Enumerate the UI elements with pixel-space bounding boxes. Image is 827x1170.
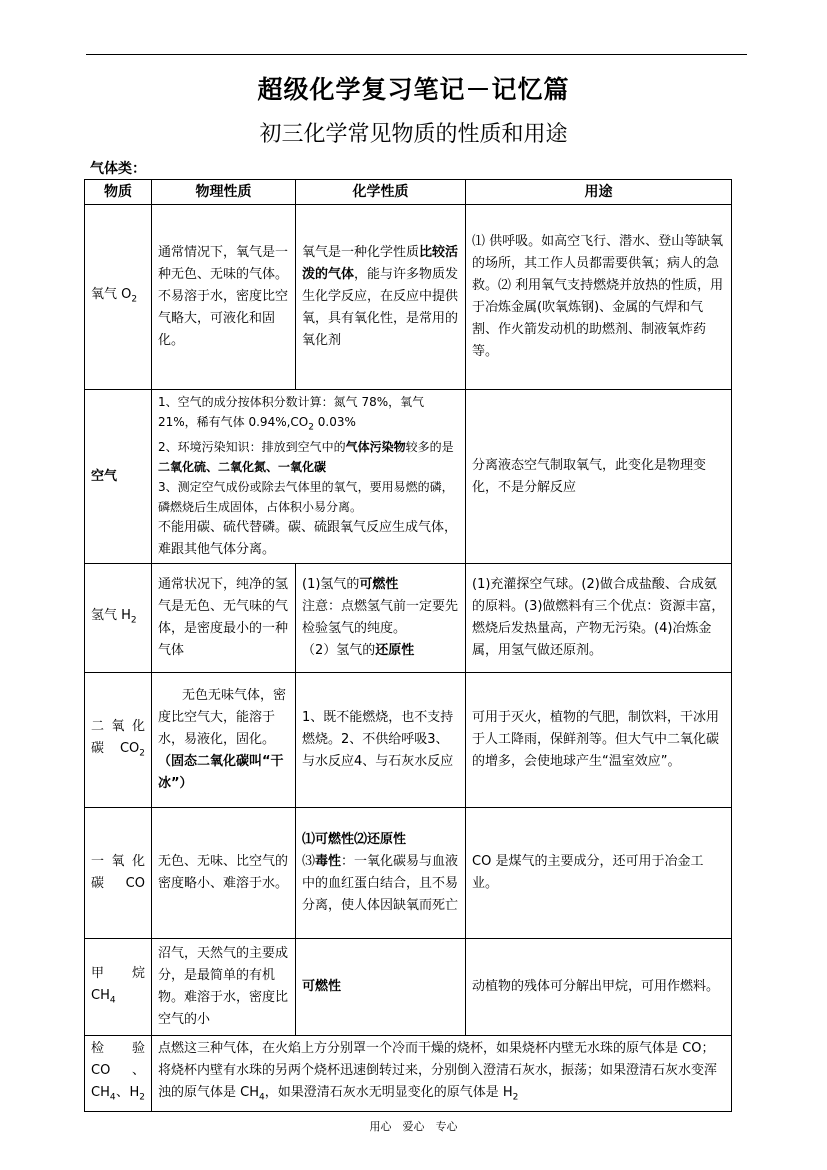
physical-property: 无色、无味、比空气的密度略小、难溶于水。 — [152, 808, 296, 939]
use-text: 动植物的残体可分解出甲烷，可用作燃料。 — [466, 939, 732, 1036]
substance-name: 检 验 CO 、$CH_4$、$H_2$ — [85, 1036, 152, 1112]
table-header-row — [85, 180, 732, 205]
table-row — [85, 808, 732, 939]
use-text: ⑴ 供呼吸。如高空飞行、潜水、登山等缺氧的场所，其工作人员都需要供氧；病人的急救。⑵ 利用氧气支持燃烧并放热的性质，用于冶炼金属(吹氧炼钢)、金属的气焊和气割、作火箭发动机的助燃剂、制液氧炸药等。 — [466, 205, 732, 390]
physical-property: 通常情况下，氧气是一种无色、无味的气体。不易溶于水，密度比空气略大，可液化和固化。 — [152, 205, 296, 390]
substance-name: 一 氧 化碳 CO — [85, 808, 152, 939]
chemical-property: (1)氢气的可燃性 注意：点燃氢气前一定要先检验氢气的纯度。 （2）氢气的还原性 — [296, 564, 466, 673]
substance-name: 二 氧 化碳 $CO_2$ — [85, 673, 152, 808]
header-chemical: 化学性质 — [296, 180, 466, 205]
table-row — [85, 564, 732, 673]
chemical-property: 1、既不能燃烧，也不支持燃烧。2、不供给呼吸3、与水反应4、与石灰水反应 — [296, 673, 466, 808]
page-footer: 用心 爱心 专心 — [369, 1120, 458, 1133]
chemical-property: 可燃性 — [296, 939, 466, 1036]
use-text: CO 是煤气的主要成分，还可用于冶金工业。 — [466, 808, 732, 939]
table-row — [85, 1036, 732, 1112]
table-row — [85, 673, 732, 808]
substance-name: 空气 — [85, 390, 152, 564]
table-row — [85, 939, 732, 1036]
page-title: 超级化学复习笔记－记忆篇 — [257, 75, 570, 104]
use-text: 可用于灭火，植物的气肥，制饮料，干冰用于人工降雨，保鲜剂等。但大气中二氧化碳的增多，会使地球产生“温室效应”。 — [466, 673, 732, 808]
air-properties: 1、空气的成分按体积分数计算：氮气 78%，氧气 21%，稀有气体 $0.94\%,CO_2$ 0.03% 2、环境污染知识：排放到空气中的气体污染物较多的是二氧化硫、二氧化氮、一氧化碳 3、测定空气成份或除去气体里的氧气，要用易燃的磷，磷燃烧后生成固体，占体积小易分离。 不能用碳、硫代替磷。碳、硫跟氧气反应生成气体，难跟其他气体分离。 — [152, 390, 466, 564]
page-subtitle: 初三化学常见物质的性质和用途 — [259, 122, 568, 147]
table-row — [85, 390, 732, 564]
header-rule — [86, 54, 747, 55]
physical-property: 无色无味气体，密度比空气大，能溶于水，易液化，固化。（固态二氧化碳叫“干冰”） — [152, 673, 296, 808]
use-text: 分离液态空气制取氧气，此变化是物理变化，不是分解反应 — [466, 390, 732, 564]
substance-name: 甲 烷 $CH_4$ — [85, 939, 152, 1036]
physical-property: 沼气，天然气的主要成分，是最简单的有机物。难溶于水，密度比空气的小 — [152, 939, 296, 1036]
chemical-property: 氧气是一种化学性质比较活泼的气体，能与许多物质发生化学反应，在反应中提供氧，具有氧化性，是常用的氧化剂 — [296, 205, 466, 390]
section-label: 气体类： — [90, 161, 146, 177]
substance-name: 氧气 $O_2$ — [85, 205, 152, 390]
chemical-property: ⑴可燃性⑵还原性 ⑶毒性：一氧化碳易与血液中的血红蛋白结合，且不易分离，使人体因缺氧而死亡 — [296, 808, 466, 939]
header-use: 用途 — [466, 180, 732, 205]
table-row — [85, 205, 732, 390]
use-text: (1)充灌探空气球。(2)做合成盐酸、合成氨的原料。(3)做燃料有三个优点：资源丰富，燃烧后发热量高，产物无污染。(4)冶炼金属，用氢气做还原剂。 — [466, 564, 732, 673]
header-substance: 物质 — [85, 180, 152, 205]
physical-property: 通常状况下，纯净的氢气是无色、无气味的气体，是密度最小的一种气体 — [152, 564, 296, 673]
substance-name: 氢气 $H_2$ — [85, 564, 152, 673]
properties-table — [84, 179, 732, 1112]
header-physical: 物理性质 — [152, 180, 296, 205]
test-method: 点燃这三种气体，在火焰上方分别罩一个冷而干燥的烧杯，如果烧杯内壁无水珠的原气体是 CO；将烧杯内壁有水珠的另两个烧杯迅速倒转过来，分别倒入澄清石灰水，振荡；如果澄清石灰水变浑浊的原气体是 $CH_4$，如果澄清石灰水无明显变化的原气体是 $H_2$ — [152, 1036, 732, 1112]
